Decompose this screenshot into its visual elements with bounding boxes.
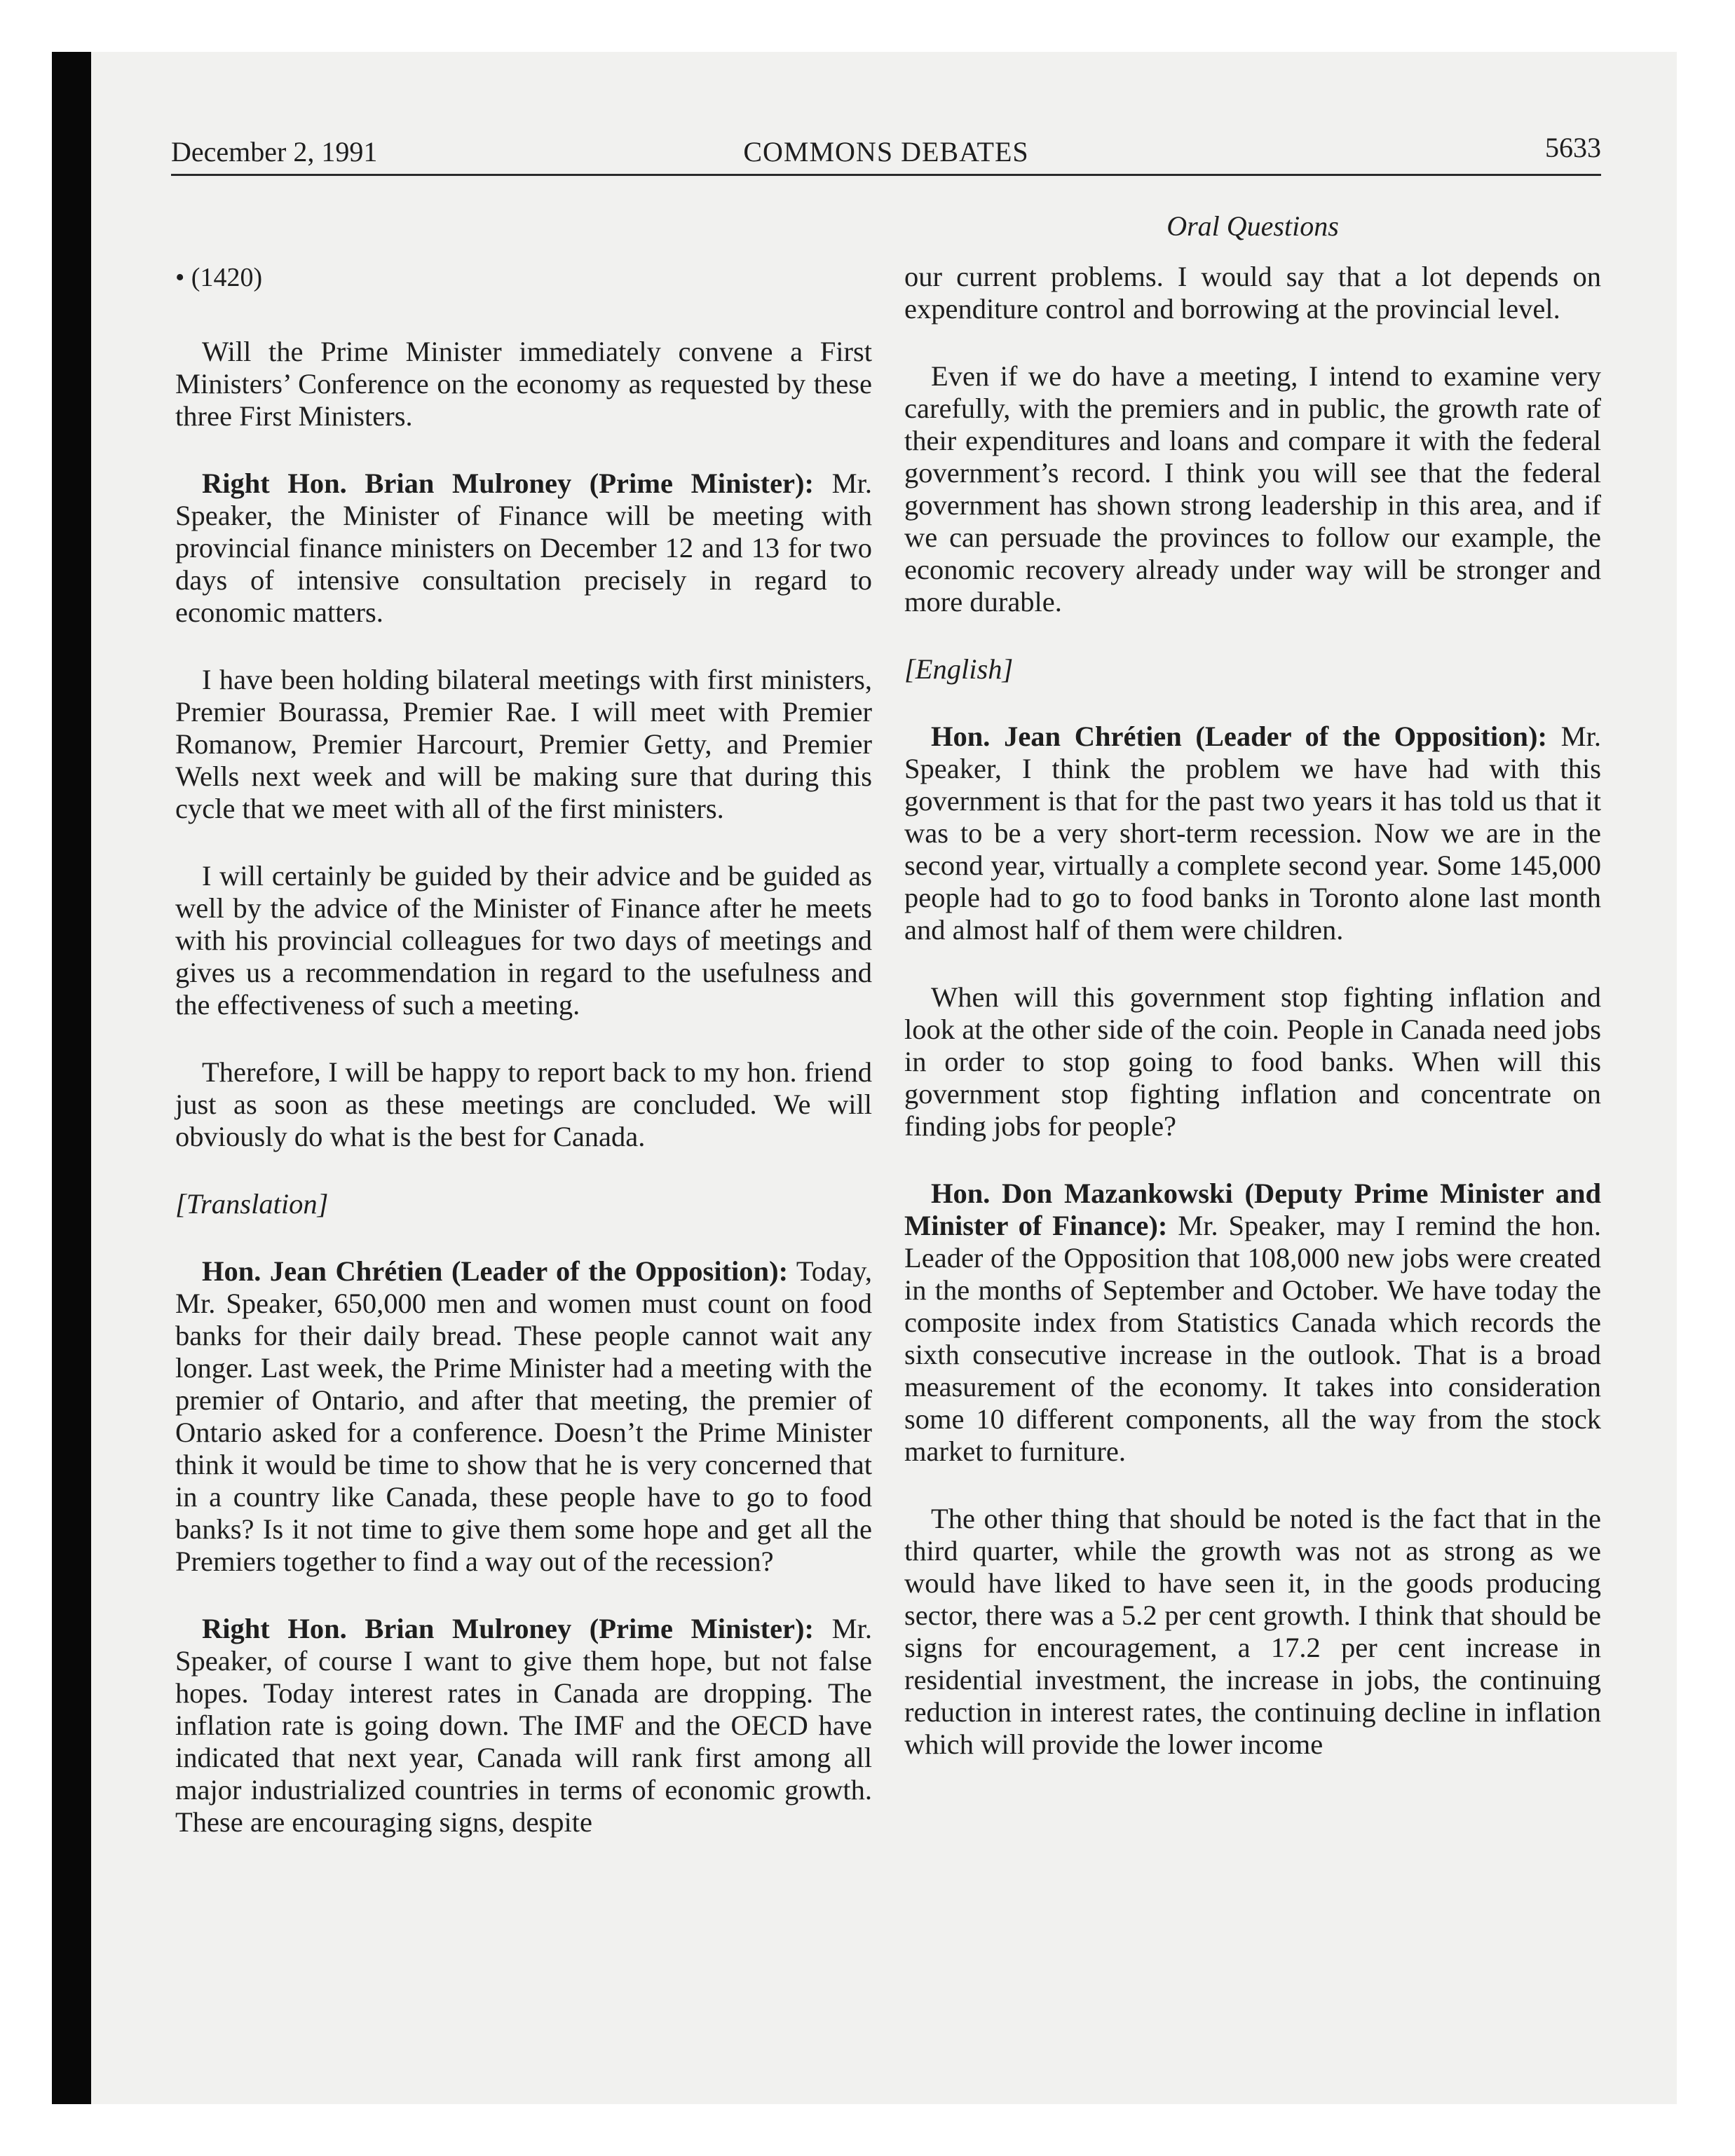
- paragraph: Will the Prime Minister immediately convene a First Ministers’ Conference on the economy as requested by these three First Ministers.: [175, 336, 872, 432]
- paragraph: The other thing that should be noted is the fact that in the third quarter, while the growth was not as strong as we would have liked to have seen it, in the goods producing sector, there was a 5.2 per cent growth. I think that should be signs for encouragement, a 17.2 per cent increase in residential investment, the increase in jobs, the continuing reduction in interest rates, the continuing decline in inflation which will provide the lower income: [904, 1503, 1601, 1760]
- paragraph: [175, 1613, 872, 1838]
- language-tag-text: [Translation]: [175, 1188, 329, 1220]
- paragraph: Therefore, I will be happy to report back to my hon. friend just as soon as these meetings are concluded. We will obviously do what is the best for Canada.: [175, 1056, 872, 1152]
- section-heading: Oral Questions: [1166, 210, 1339, 242]
- speech-text: Mr. Speaker, I think the problem we have had with this government is that for the past two years it has told us that it was to be a very short-term recession. Now we are in the second year, virtually a complete second year. Some 145,000 people had to go to food banks in Toronto alone last month and almost half of them were children.: [904, 721, 1602, 946]
- right-column: [904, 261, 1601, 1796]
- running-header: [171, 132, 1601, 172]
- paragraph: I will certainly be guided by their advice and be guided as well by the advice of the Minister of Finance after he meets with his provincial colleagues for two days of meetings and gives us a recommendation in regard to the usefulness and the effectiveness of such a meeting.: [175, 860, 872, 1021]
- language-tag: [175, 1188, 872, 1220]
- paragraph: our current problems. I would say that a lot depends on expenditure control and borrowing at the provincial level.: [904, 261, 1601, 325]
- paragraph: [175, 1255, 872, 1578]
- paragraph: I have been holding bilateral meetings with first ministers, Premier Bourassa, Premier Rae. I will meet with Premier Romanow, Premier Harcourt, Premier Getty, and Premier Wells next week and will be making sure that during this cycle that we meet with all of the first ministers.: [175, 664, 872, 824]
- language-tag: [904, 653, 1601, 685]
- header-title: COMMONS DEBATES: [743, 136, 1029, 168]
- speaker-name: Hon. Jean Chrétien (Leader of the Opposition):: [931, 721, 1547, 752]
- speech-text: Mr. Speaker, the Minister of Finance will be meeting with provincial finance ministers on December 12 and 13 for two days of intensive consultation precisely in regard to economic matters.: [175, 468, 872, 628]
- header-rule: [171, 174, 1601, 176]
- language-tag-text: [English]: [904, 653, 1014, 685]
- paragraph: When will this government stop fighting inflation and look at the other side of the coin. People in Canada need jobs in order to stop going to food banks. When will this government stop fighting inflation and concentrate on finding jobs for people?: [904, 981, 1601, 1142]
- left-column: [175, 261, 872, 1874]
- speaker-name: Right Hon. Brian Mulroney (Prime Minister):: [202, 1613, 814, 1644]
- header-date: December 2, 1991: [171, 136, 378, 168]
- speaker-name: Right Hon. Brian Mulroney (Prime Minister):: [202, 468, 814, 499]
- page-number: 5633: [1545, 132, 1601, 163]
- paragraph: Even if we do have a meeting, I intend to examine very carefully, with the premiers and in public, the growth rate of their expenditures and loans and compare it with the federal government’s record. I think you will see that the federal government has shown strong leadership in this area, and if we can persuade the provinces to follow our example, the economic recovery already under way will be stronger and more durable.: [904, 360, 1601, 618]
- speech-text: Mr. Speaker, of course I want to give them hope, but not false hopes. Today interest rates in Canada are dropping. The inflation rate is going down. The IMF and the OECD have indicated that next year, Canada will rank first among all major industrialized countries in terms of economic growth. These are encouraging signs, despite: [175, 1613, 872, 1838]
- binding-edge: [52, 52, 91, 2104]
- paragraph: [904, 1178, 1601, 1468]
- speech-text: Mr. Speaker, may I remind the hon. Leader of the Opposition that 108,000 new jobs were created in the months of September and October. We have today the composite index from Statistics Canada which records the sixth consecutive increase in the outlook. That is a broad measurement of the economy. It takes into consideration some 10 different components, all the way from the stock market to furniture.: [904, 1210, 1601, 1467]
- time-marker-text: • (1420): [175, 263, 263, 292]
- paragraph: [175, 468, 872, 629]
- time-marker: [175, 261, 872, 294]
- speech-text: Today, Mr. Speaker, 650,000 men and women must count on food banks for their daily bread. These people cannot wait any longer. Last week, the Prime Minister had a meeting with the premier of Ontario, and after that meeting, the premier of Ontario asked for a conference. Doesn’t the Prime Minister think it would be time to show that he is very concerned that in a country like Canada, these people have to go to food banks? Is it not time to give them some hope and get all the Premiers together to find a way out of the recession?: [175, 1255, 872, 1577]
- paragraph: [904, 721, 1601, 946]
- speaker-name: Hon. Don Mazankowski (Deputy Prime Minister and Minister of Finance):: [904, 1178, 1601, 1241]
- speaker-name: Hon. Jean Chrétien (Leader of the Opposition):: [202, 1255, 789, 1287]
